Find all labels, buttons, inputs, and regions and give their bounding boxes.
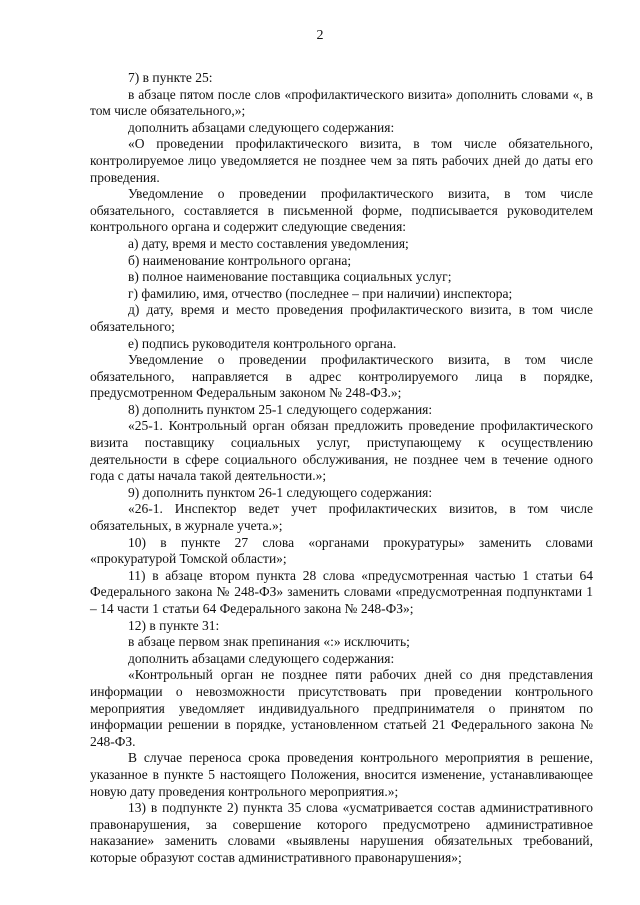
paragraph: д) дату, время и место проведения профилактического визита, в том числе обязательного; bbox=[90, 302, 593, 334]
document-body bbox=[90, 70, 593, 867]
paragraph: 12) в пункте 31: bbox=[128, 617, 220, 633]
paragraph: 8) дополнить пунктом 25-1 следующего содержания: bbox=[128, 401, 433, 417]
paragraph: Уведомление о проведении профилактического визита, в том числе обязательного, направляется в адрес контролируемого лица в порядке, предусмотренном Федеральным законом № 248-ФЗ.»; bbox=[90, 352, 593, 401]
paragraph: 9) дополнить пунктом 26-1 следующего содержания: bbox=[128, 484, 433, 500]
paragraph: «Контрольный орган не позднее пяти рабочих дней со дня представления информации о невозможности присутствовать при проведении контрольного мероприятия уведомляет индивидуального предпринимателя о принятом по информации решении в порядке, установленном статьей 21 Федерального закона № 248-ФЗ. bbox=[90, 667, 593, 749]
paragraph: дополнить абзацами следующего содержания: bbox=[128, 650, 395, 666]
paragraph: г) фамилию, имя, отчество (последнее – при наличии) инспектора; bbox=[128, 285, 513, 301]
paragraph: дополнить абзацами следующего содержания: bbox=[128, 119, 395, 135]
paragraph: 7) в пункте 25: bbox=[128, 70, 213, 85]
paragraph: а) дату, время и место составления уведомления; bbox=[128, 235, 409, 251]
paragraph: «О проведении профилактического визита, в том числе обязательного, контролируемое лицо уведомляется не позднее чем за пять рабочих дней до даты его проведения. bbox=[90, 136, 593, 185]
paragraph: е) подпись руководителя контрольного органа. bbox=[128, 335, 397, 351]
paragraph: в абзаце первом знак препинания «:» исключить; bbox=[128, 634, 410, 650]
paragraph: б) наименование контрольного органа; bbox=[128, 252, 352, 268]
paragraph: «26-1. Инспектор ведет учет профилактических визитов, в том числе обязательных, в журнале учета.»; bbox=[90, 501, 593, 534]
paragraph: Уведомление о проведении профилактического визита, в том числе обязательного, составляется в письменной форме, подписывается руководителем контрольного органа и содержит следующие сведения: bbox=[90, 186, 593, 235]
paragraph: 11) в абзаце втором пункта 28 слова «предусмотренная частью 1 статьи 64 Федерального закона № 248-ФЗ» заменить словами «предусмотренная подпунктами 1 – 14 части 1 статьи 64 Федерального закона № 248-ФЗ»; bbox=[90, 567, 593, 616]
page-number: 2 bbox=[316, 28, 324, 43]
paragraph: в) полное наименование поставщика социальных услуг; bbox=[128, 269, 452, 285]
paragraph: «25-1. Контрольный орган обязан предложить проведение профилактического визита поставщику социальных услуг, приступающему к осуществлению деятельности в сфере социального обслуживания, не позднее чем в течение одного года с даты начала такой деятельности.»; bbox=[90, 418, 593, 484]
paragraph: В случае переноса срока проведения контрольного мероприятия в решение, указанное в пункте 5 настоящего Положения, вносится изменение, устанавливающее новую дату проведения контрольного мероприятия.»; bbox=[90, 750, 593, 799]
paragraph: 10) в пункте 27 слова «органами прокуратуры» заменить словами «прокуратурой Томской области»; bbox=[90, 534, 593, 567]
paragraph: в абзаце пятом после слов «профилактического визита» дополнить словами «, в том числе обязательного,»; bbox=[90, 86, 593, 119]
paragraph: 13) в подпункте 2) пункта 35 слова «усматривается состав административного правонарушения, за совершение которого предусмотрено административное наказание» заменить словами «выявлены нарушения обязательных требований, которые образуют состав административного правонарушения»; bbox=[90, 800, 593, 865]
